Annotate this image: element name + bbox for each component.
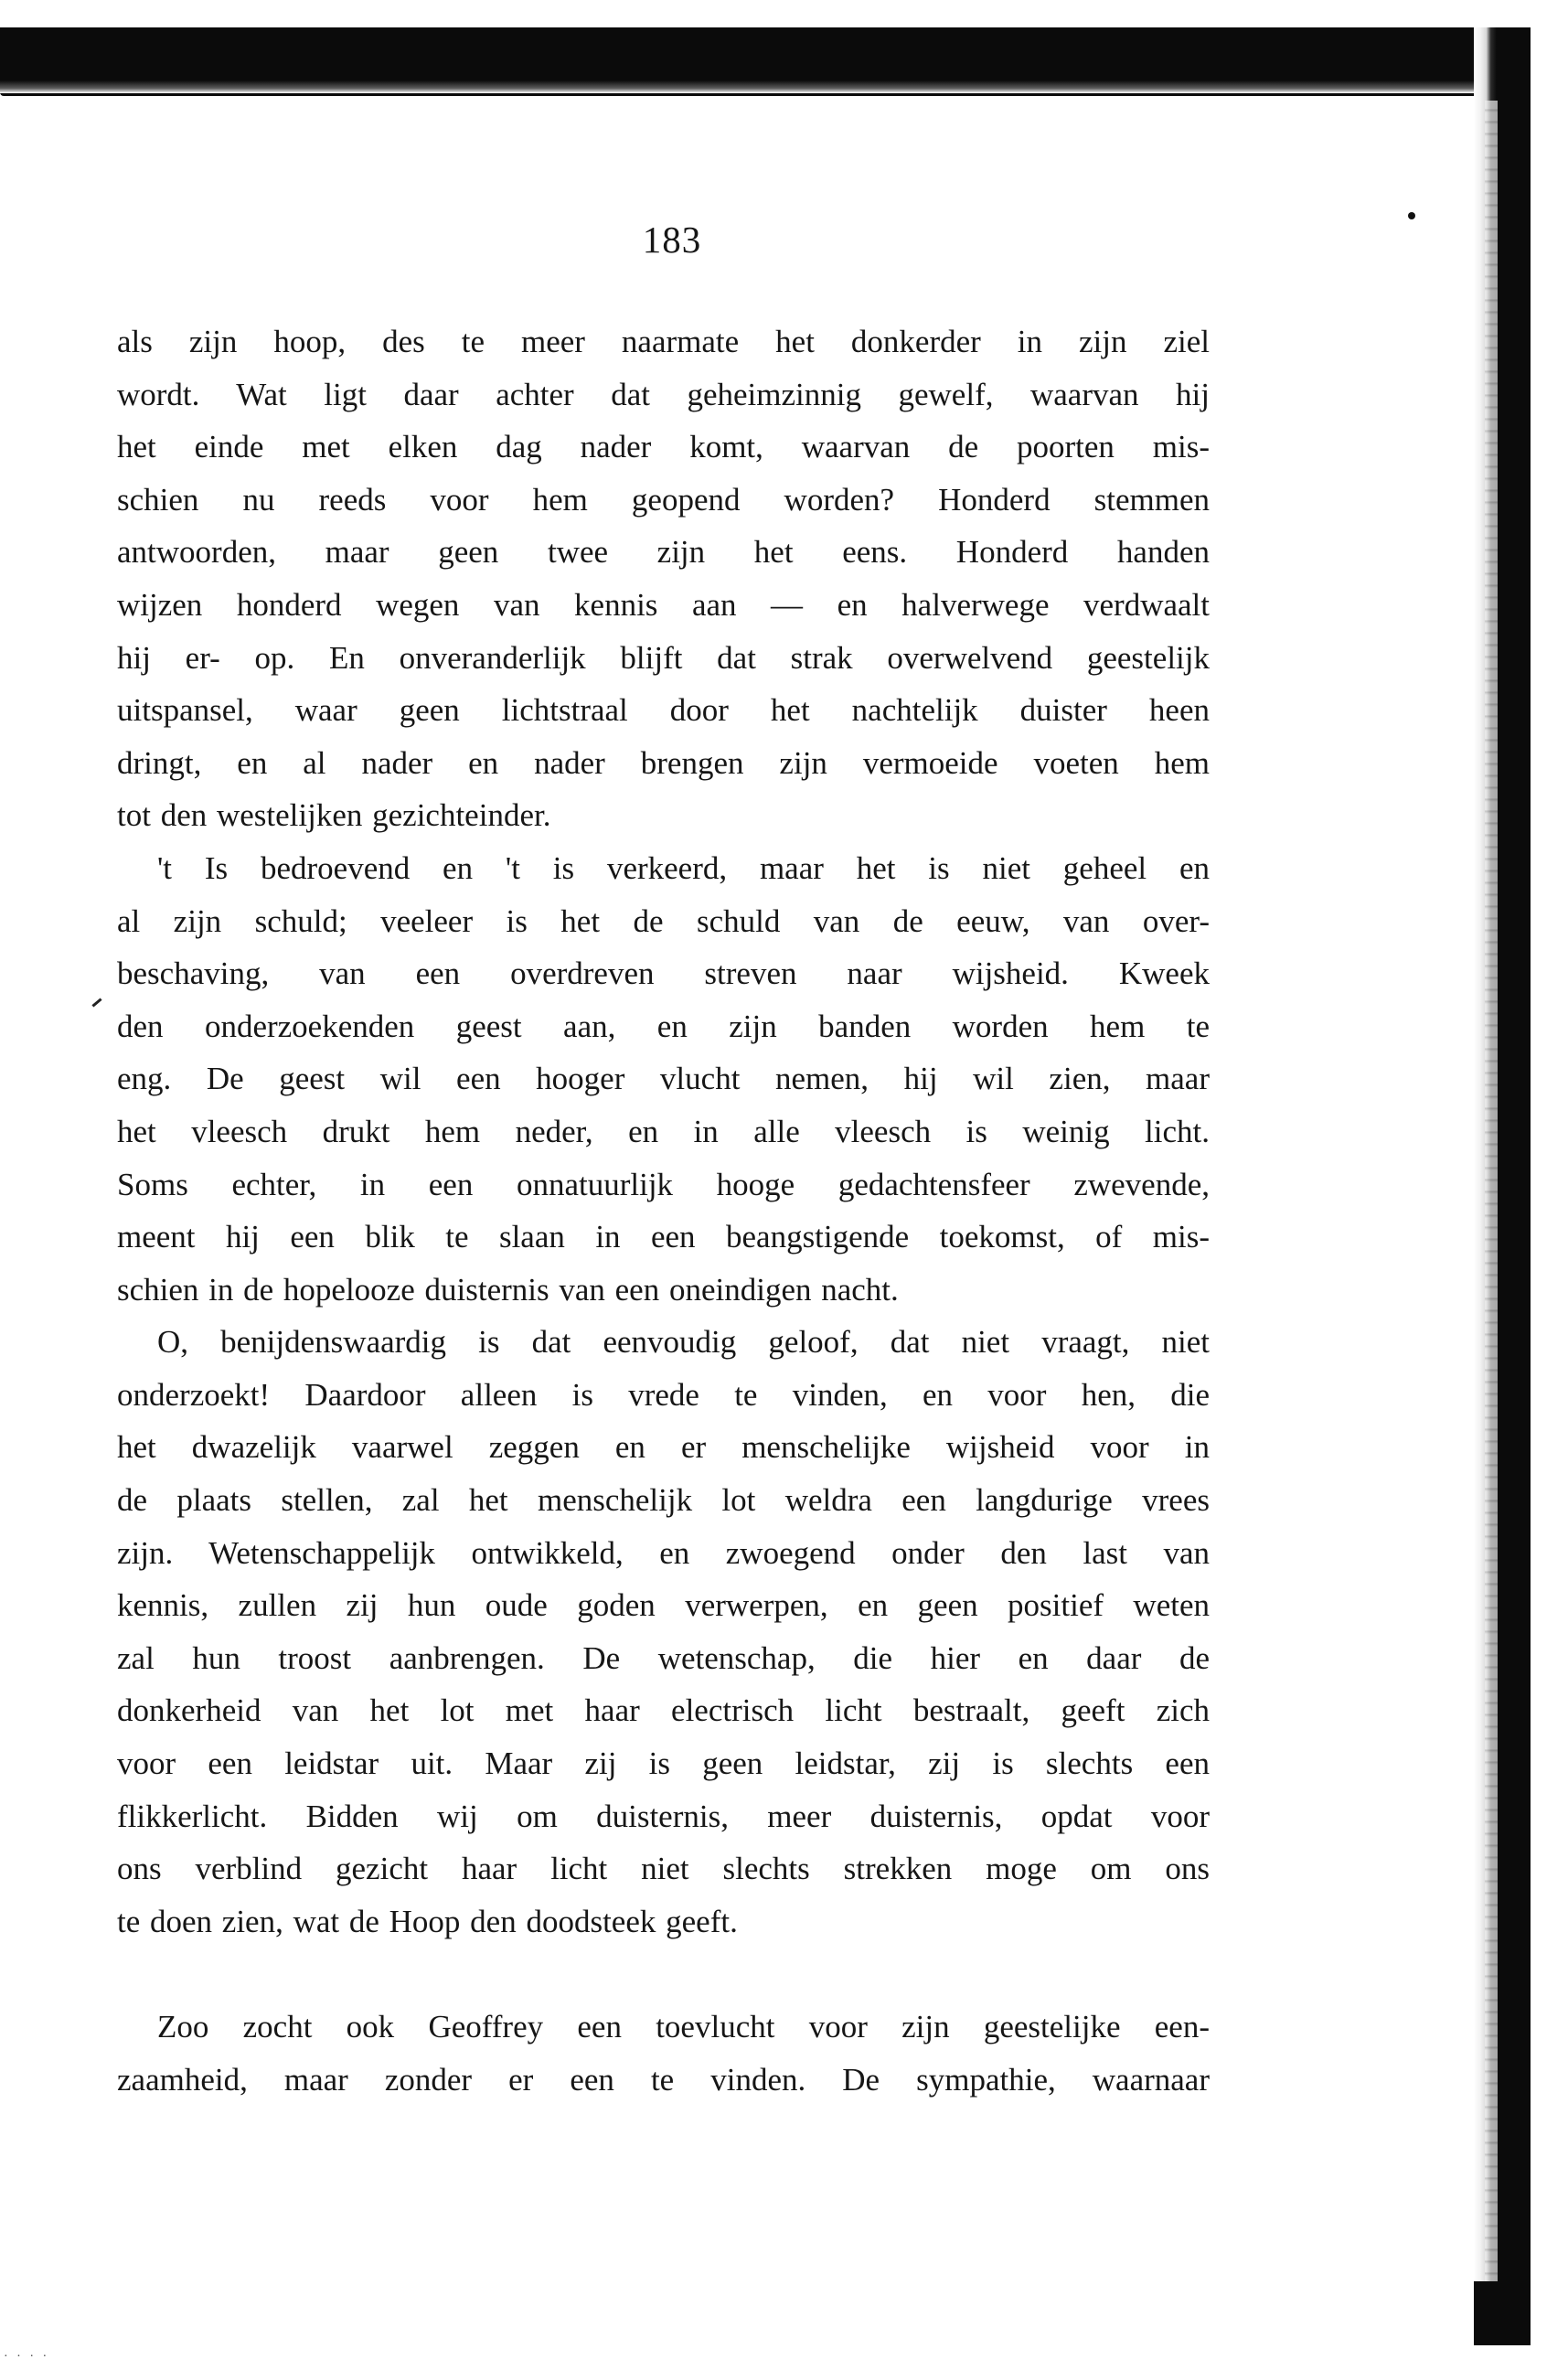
text-line: te doen zien, wat de Hoop den doodsteek geeft. bbox=[117, 1903, 738, 1939]
text-line: als zijn hoop, des te meer naarmate het donkerder in zijn ziel bbox=[117, 324, 1210, 359]
paragraph-4 bbox=[117, 2001, 1210, 2106]
text-line: antwoorden, maar geen twee zijn het eens. Honderd handen bbox=[117, 534, 1210, 571]
text-line: uitspansel, waar geen lichtstraal door het nachtelijk duister heen bbox=[117, 692, 1210, 729]
text-line: wijzen honderd wegen van kennis aan — en halverwege verdwaalt bbox=[117, 586, 1210, 623]
text-line: Zoo zocht ook Geoffrey een toevlucht voor zijn geestelijke een- bbox=[157, 2009, 1210, 2045]
margin-pencil-mark bbox=[91, 998, 101, 1007]
body-text bbox=[117, 315, 1210, 2107]
paragraph-gap bbox=[117, 1948, 1210, 2001]
text-line: zijn. Wetenschappelijk ontwikkeld, en zwoegend onder den last van bbox=[117, 1534, 1210, 1571]
text-line: voor een leidstar uit. Maar zij is geen leidstar, zij is slechts een bbox=[117, 1745, 1210, 1782]
scan-right-border bbox=[1474, 27, 1531, 2345]
text-line: het vleesch drukt hem neder, en in alle vleesch is weinig licht. bbox=[117, 1113, 1210, 1149]
paragraph-3 bbox=[117, 1316, 1210, 1948]
text-line: 't Is bedroevend en 't is verkeerd, maar het is niet geheel en bbox=[157, 849, 1210, 886]
text-line: meent hij een blik te slaan in een beangstigende toekomst, of mis- bbox=[117, 1219, 1210, 1255]
text-line: het einde met elken dag nader komt, waarvan de poorten mis- bbox=[117, 429, 1210, 465]
text-line: de plaats stellen, zal het menschelijk lot weldra een langdurige vrees bbox=[117, 1482, 1210, 1519]
text-line: tot den westelijken gezichteinder. bbox=[117, 797, 551, 834]
text-line: schien in de hopelooze duisternis van een oneindigen nacht. bbox=[117, 1271, 899, 1308]
scan-bottom-right-corner bbox=[1474, 2281, 1531, 2345]
ink-speck bbox=[1408, 212, 1415, 219]
text-line: flikkerlicht. Bidden wij om duisternis, meer duisternis, opdat voor bbox=[117, 1798, 1210, 1834]
paragraph-2 bbox=[117, 842, 1210, 1316]
text-line: dringt, en al nader en nader brengen zijn vermoeide voeten hem bbox=[117, 744, 1210, 781]
scan-top-border-fade bbox=[0, 80, 1499, 93]
page-number: 183 bbox=[642, 219, 702, 261]
text-line: den onderzoekenden geest aan, en zijn banden worden hem te bbox=[117, 1008, 1210, 1044]
text-line: ons verblind gezicht haar licht niet slechts strekken moge om ons bbox=[117, 1851, 1210, 1887]
text-line: donkerheid van het lot met haar electrisch licht bestraalt, geeft zich bbox=[117, 1692, 1210, 1729]
text-line: beschaving, van een overdreven streven naar wijsheid. Kweek bbox=[117, 955, 1210, 992]
text-line: kennis, zullen zij hun oude goden verwerpen, en geen positief weten bbox=[117, 1587, 1210, 1624]
paragraph-1 bbox=[117, 315, 1210, 842]
text-line: schien nu reeds voor hem geopend worden? Honderd stemmen bbox=[117, 481, 1210, 518]
text-line: eng. De geest wil een hooger vlucht nemen, hij wil zien, maar bbox=[117, 1061, 1210, 1097]
text-line: hij er- op. En onveranderlijk blijft dat strak overwelvend geestelijk bbox=[117, 639, 1210, 676]
text-line: wordt. Wat ligt daar achter dat geheimzinnig gewelf, waarvan hij bbox=[117, 376, 1210, 412]
scan-bottom-dots: · · · · bbox=[4, 2350, 50, 2364]
scan-right-border-texture bbox=[1485, 101, 1498, 2295]
text-line: onderzoekt! Daardoor alleen is vrede te vinden, en voor hen, die bbox=[117, 1376, 1210, 1413]
text-line: O, benijdenswaardig is dat eenvoudig geloof, dat niet vraagt, niet bbox=[157, 1324, 1210, 1361]
text-line: zaamheid, maar zonder er een te vinden. De sympathie, waarnaar bbox=[117, 2062, 1210, 2098]
text-line: zal hun troost aanbrengen. De wetenschap, die hier en daar de bbox=[117, 1639, 1210, 1676]
text-line: het dwazelijk vaarwel zeggen en er menschelijke wijsheid voor in bbox=[117, 1429, 1210, 1466]
text-line: al zijn schuld; veeleer is het de schuld van de eeuw, van over- bbox=[117, 902, 1210, 939]
text-line: Soms echter, in een onnatuurlijk hooge gedachtensfeer zwevende, bbox=[117, 1166, 1210, 1202]
